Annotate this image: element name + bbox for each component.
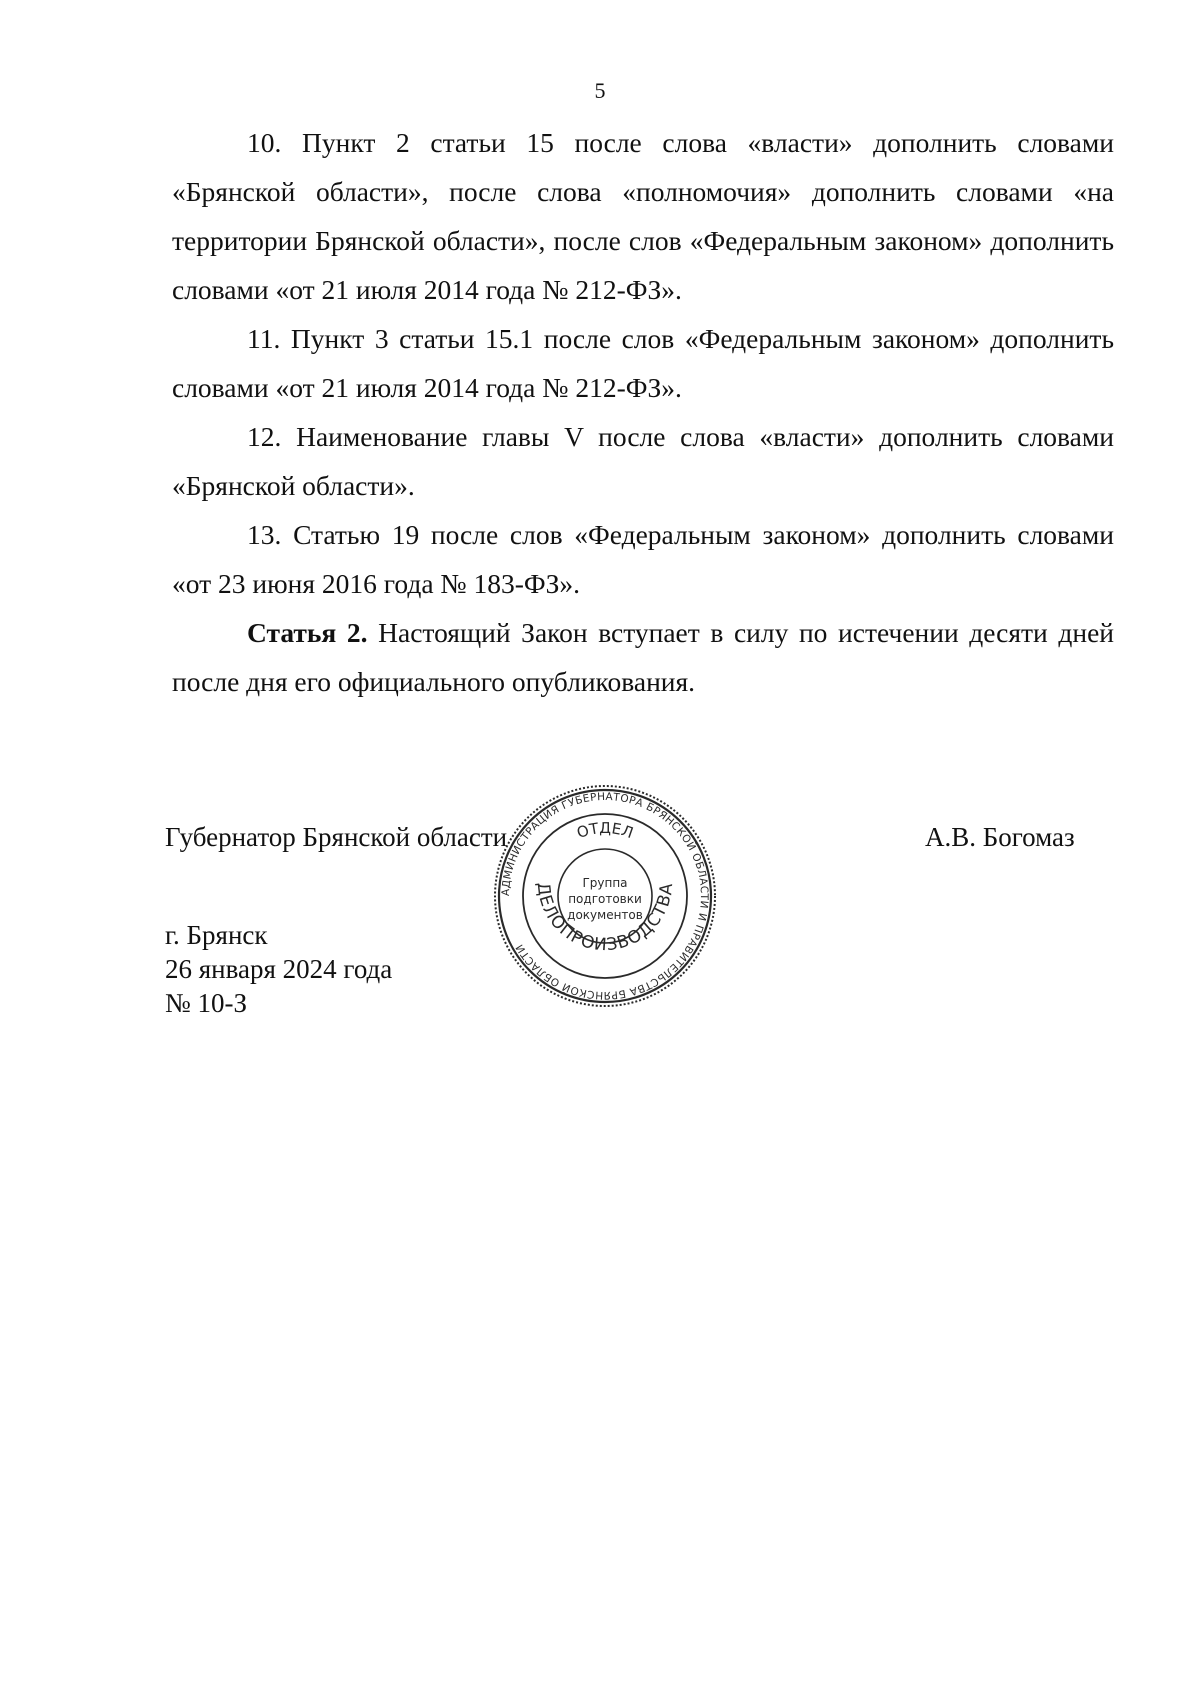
signatory-position: Губернатор Брянской области [165, 822, 508, 852]
seal-inner-ring-text: ДЕЛОПРОИЗВОДСТВА [532, 881, 678, 956]
document-body [172, 118, 1114, 706]
document-date: 26 января 2024 года [165, 954, 393, 984]
seal-outer-text: АДМИНИСТРАЦИЯ ГУБЕРНАТОРА БРЯНСКОЙ ОБЛАСТИ И ПРАВИТЕЛЬСТВА БРЯНСКОЙ ОБЛАСТИ [499, 790, 711, 1002]
seal-center-line-2: подготовки [568, 892, 642, 906]
paragraph-text: 10. Пункт 2 статьи 15 после слова «власти» дополнить словами «Брянской области», после слова «полномочия» дополнить словами «на территории Брянской области», после слов «Федеральным законом» дополнить словами «от 21 июля 2014 года № 212-ФЗ». [172, 127, 1114, 305]
paragraph-text: 11. Пункт 3 статьи 15.1 после слов «Федеральным законом» дополнить словами «от 21 июля 2014 года № 212-ФЗ». [172, 323, 1114, 403]
seal-inner-top-text: ОТДЕЛ [574, 818, 636, 843]
paragraph-text: 12. Наименование главы V после слова «власти» дополнить словами «Брянской области». [172, 421, 1114, 501]
article-label: Статья 2. [247, 617, 368, 648]
document-details [165, 918, 392, 1020]
signatory-name: А.В. Богомаз [925, 822, 1075, 852]
seal-center-line-1: Группа [582, 876, 628, 890]
article-text: Настоящий Закон вступает в силу по истечении десяти дней после дня его официального опубликования. [172, 617, 1114, 697]
paragraph-item-11 [172, 314, 1114, 412]
document-place: г. Брянск [165, 920, 268, 950]
paragraph-text: 13. Статью 19 после слов «Федеральным законом» дополнить словами «от 23 июня 2016 года № 183-ФЗ». [172, 519, 1114, 599]
article-2 [172, 608, 1114, 706]
official-seal [492, 783, 718, 1009]
seal-center-line-3: документов [567, 908, 643, 922]
paragraph-item-13 [172, 510, 1114, 608]
page-number: 5 [594, 78, 606, 103]
paragraph-item-10 [172, 118, 1114, 314]
seal-stamp-icon [492, 783, 718, 1009]
paragraph-item-12 [172, 412, 1114, 510]
document-number: № 10-З [165, 988, 248, 1018]
